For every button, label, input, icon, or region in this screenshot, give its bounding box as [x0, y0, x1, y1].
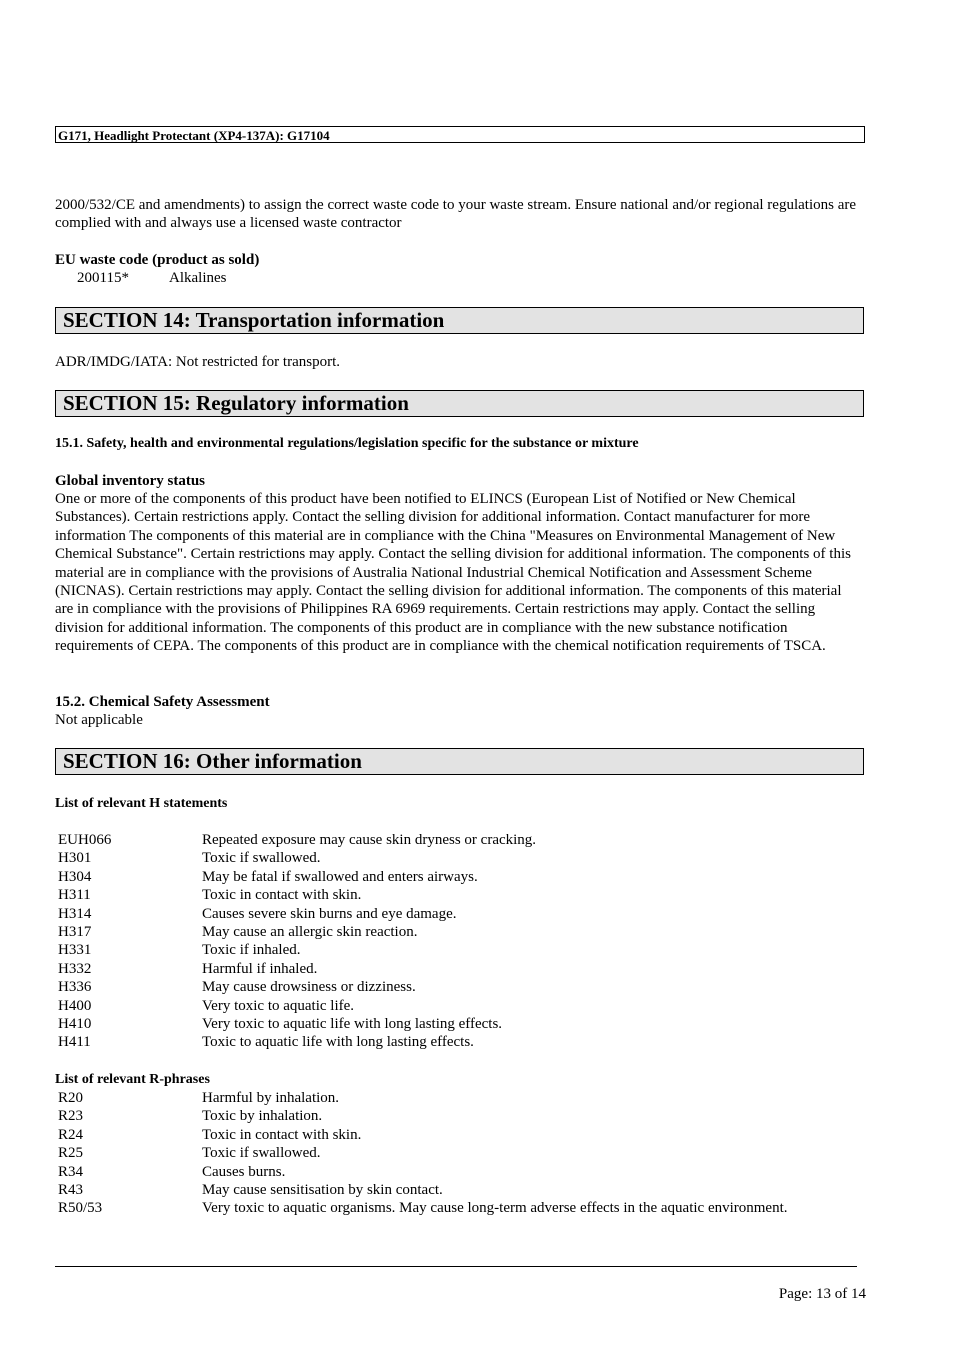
- h-statements-heading: List of relevant H statements: [55, 796, 228, 811]
- h-code: H400: [58, 997, 92, 1014]
- h-statement-row: [58, 905, 858, 923]
- h-statement-row: [58, 849, 858, 867]
- h-statement-row: [58, 978, 858, 996]
- r-text: Toxic by inhalation.: [202, 1108, 323, 1125]
- h-code: H311: [58, 887, 91, 904]
- waste-code-description: Alkalines: [169, 270, 227, 286]
- footer-divider: [55, 1266, 857, 1267]
- document-header: G171, Headlight Protectant (XP4-137A): G17104: [55, 126, 865, 143]
- r-phrase-row: [58, 1089, 858, 1107]
- h-text: Toxic to aquatic life with long lasting effects.: [202, 1034, 474, 1051]
- r-code: R43: [58, 1182, 84, 1198]
- h-code: H336: [58, 979, 92, 996]
- r-phrases-heading: List of relevant R-phrases: [55, 1072, 210, 1087]
- r-phrase-row: [58, 1181, 858, 1199]
- h-text: May cause an allergic skin reaction.: [202, 924, 418, 940]
- h-text: Causes severe skin burns and eye damage.: [202, 905, 457, 922]
- r-text: Harmful by inhalation.: [202, 1090, 340, 1106]
- h-statement-row: [58, 868, 858, 886]
- h-code: H317: [58, 924, 92, 940]
- h-code: H304: [58, 868, 92, 885]
- h-statement-row: [58, 831, 858, 849]
- global-inventory-text: One or more of the components of this product have been notified to ELINCS (European List of Notified or New Chemical Substances). Certain restrictions apply. Contact the selling division for additional information. Contact manufacturer for more information The components of this material are in compliance with the China "Measures on Environmental Management of New Chemical Substance". Certain restrictions may apply. Contact the selling division for additional information. The components of this material are in compliance with the provisions of Australia National Industrial Chemical Notification and Assessment Scheme (NICNAS). Certain restrictions may apply. Contact the selling division for additional information. The components of this material are in compliance with the provisions of Philippines RA 6969 requirements. Certain restrictions may apply. Contact the selling division for additional information. The components of this product are in compliance with the new substance notification requirements of CEPA. The components of this product are in compliance with the chemical notification requirements of TSCA.: [55, 491, 851, 655]
- r-phrase-row: [58, 1199, 858, 1217]
- r-text: Very toxic to aquatic organisms. May cause long-term adverse effects in the aquatic environment.: [202, 1200, 788, 1217]
- r-phrase-row: [58, 1144, 858, 1162]
- r-code: R50/53: [58, 1200, 103, 1217]
- h-statement-row: [58, 886, 858, 904]
- r-code: R23: [58, 1108, 84, 1125]
- section-16-heading: SECTION 16: Other information: [55, 748, 864, 775]
- regulations-subheading: 15.1. Safety, health and environmental regulations/legislation specific for the substance or mixture: [55, 436, 639, 451]
- page-number: Page: 13 of 14: [778, 1286, 866, 1302]
- r-phrase-row: [58, 1107, 858, 1125]
- r-code: R25: [58, 1145, 84, 1162]
- h-code: H314: [58, 905, 92, 922]
- h-text: Toxic in contact with skin.: [202, 887, 362, 904]
- h-code: H331: [58, 942, 92, 959]
- h-code: H410: [58, 1016, 92, 1032]
- r-phrase-row: [58, 1163, 858, 1181]
- h-text: Toxic if inhaled.: [202, 942, 301, 959]
- global-inventory-heading: Global inventory status: [55, 473, 206, 489]
- r-text: Causes burns.: [202, 1163, 286, 1180]
- h-text: Very toxic to aquatic life with long lasting effects.: [202, 1016, 503, 1032]
- h-statement-row: [58, 960, 858, 978]
- r-phrase-row: [58, 1126, 858, 1144]
- h-text: May cause drowsiness or dizziness.: [202, 979, 416, 996]
- transport-text: ADR/IMDG/IATA: Not restricted for transport.: [55, 354, 340, 370]
- waste-intro-text: 2000/532/CE and amendments) to assign the correct waste code to your waste stream. Ensure national and/or regional regulations are complied with and always use a licensed waste contractor: [55, 197, 857, 232]
- h-text: Toxic if swallowed.: [202, 850, 321, 867]
- h-code: H332: [58, 960, 92, 977]
- chemical-safety-assessment-heading: 15.2. Chemical Safety Assessment: [55, 694, 270, 710]
- r-text: May cause sensitisation by skin contact.: [202, 1182, 443, 1198]
- r-text: Toxic in contact with skin.: [202, 1126, 362, 1143]
- r-code: R24: [58, 1126, 84, 1143]
- h-code: H301: [58, 850, 92, 867]
- h-statement-row: [58, 941, 858, 959]
- eu-waste-code-heading: EU waste code (product as sold): [55, 252, 260, 268]
- waste-code-value: 200115*: [77, 270, 129, 286]
- h-statement-row: [58, 923, 858, 941]
- h-text: Very toxic to aquatic life.: [202, 997, 355, 1014]
- r-code: R34: [58, 1163, 84, 1180]
- r-text: Toxic if swallowed.: [202, 1145, 321, 1162]
- h-code: H411: [58, 1034, 91, 1051]
- h-statement-row: [58, 1033, 858, 1051]
- h-code: EUH066: [58, 832, 112, 848]
- h-text: Repeated exposure may cause skin dryness or cracking.: [202, 832, 537, 848]
- r-code: R20: [58, 1090, 84, 1106]
- section-14-heading: SECTION 14: Transportation information: [55, 307, 864, 334]
- section-15-heading: SECTION 15: Regulatory information: [55, 390, 864, 417]
- h-statement-row: [58, 1015, 858, 1033]
- h-text: May be fatal if swallowed and enters airways.: [202, 868, 478, 885]
- h-text: Harmful if inhaled.: [202, 960, 318, 977]
- h-statement-row: [58, 997, 858, 1015]
- chemical-safety-assessment-text: Not applicable: [55, 712, 143, 728]
